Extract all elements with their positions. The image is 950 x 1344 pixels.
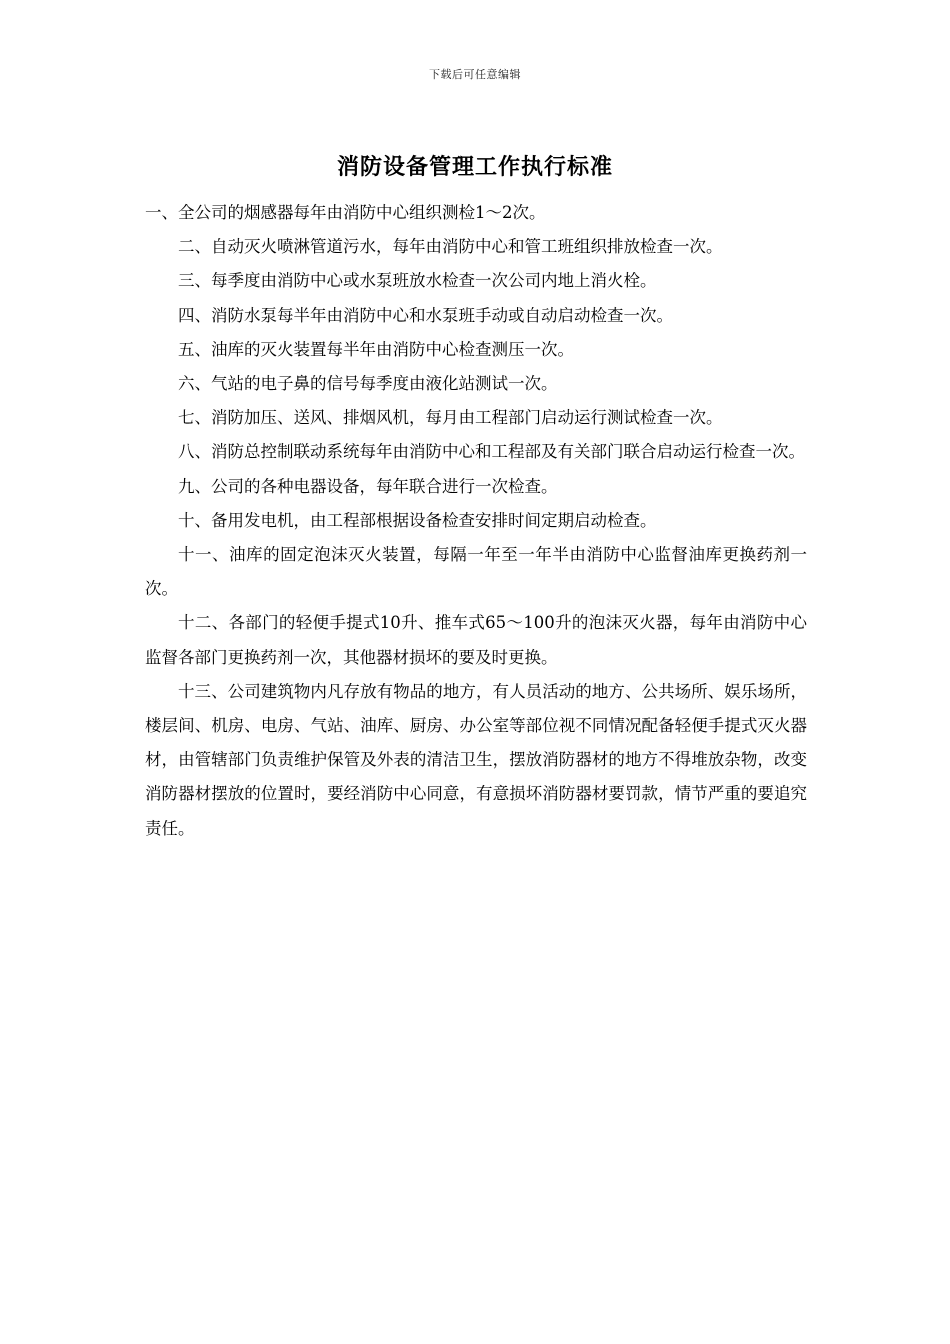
paragraph-12: 十二、各部门的轻便手提式10升、推车式65～100升的泡沫灭火器，每年由消防中心监督各部门更换药剂一次，其他器材损坏的要及时更换。 xyxy=(145,613,807,667)
paragraph-8: 八、消防总控制联动系统每年由消防中心和工程部及有关部门联合启动运行检查一次。 xyxy=(178,442,805,462)
paragraph-7: 七、消防加压、送风、排烟风机，每月由工程部门启动运行测试检查一次。 xyxy=(178,408,723,428)
paragraph-6: 六、气站的电子鼻的信号每季度由液化站测试一次。 xyxy=(178,374,558,394)
header-note: 下载后可任意编辑 xyxy=(429,68,521,81)
paragraph-3: 三、每季度由消防中心或水泵班放水检查一次公司内地上消火栓。 xyxy=(178,271,657,291)
paragraph-11: 十一、油库的固定泡沫灭火装置，每隔一年至一年半由消防中心监督油库更换药剂一次。 xyxy=(145,545,807,599)
document-body xyxy=(145,196,807,846)
paragraph-2: 二、自动灭火喷淋管道污水，每年由消防中心和管工班组织排放检查一次。 xyxy=(178,237,723,257)
paragraph-9: 九、公司的各种电器设备，每年联合进行一次检查。 xyxy=(178,476,558,496)
paragraph-10: 十、备用发电机，由工程部根据设备检查安排时间定期启动检查。 xyxy=(178,510,657,530)
paragraph-5: 五、油库的灭火装置每半年由消防中心检查测压一次。 xyxy=(178,339,574,359)
paragraph-13: 十三、公司建筑物内凡存放有物品的地方，有人员活动的地方、公共场所、娱乐场所，楼层间、机房、电房、气站、油库、厨房、办公室等部位视不同情况配备轻便手提式灭火器材，由管辖部门负责维护保管及外表的清洁卫生，摆放消防器材的地方不得堆放杂物，改变消防器材摆放的位置时，要经消防中心同意，有意损坏消防器材要罚款，情节严重的要追究责任。 xyxy=(145,681,807,838)
document-title: 消防设备管理工作执行标准 xyxy=(336,154,613,180)
paragraph-4: 四、消防水泵每半年由消防中心和水泵班手动或自动启动检查一次。 xyxy=(178,305,673,325)
paragraph-1: 一、全公司的烟感器每年由消防中心组织测检1～2次。 xyxy=(145,203,546,222)
